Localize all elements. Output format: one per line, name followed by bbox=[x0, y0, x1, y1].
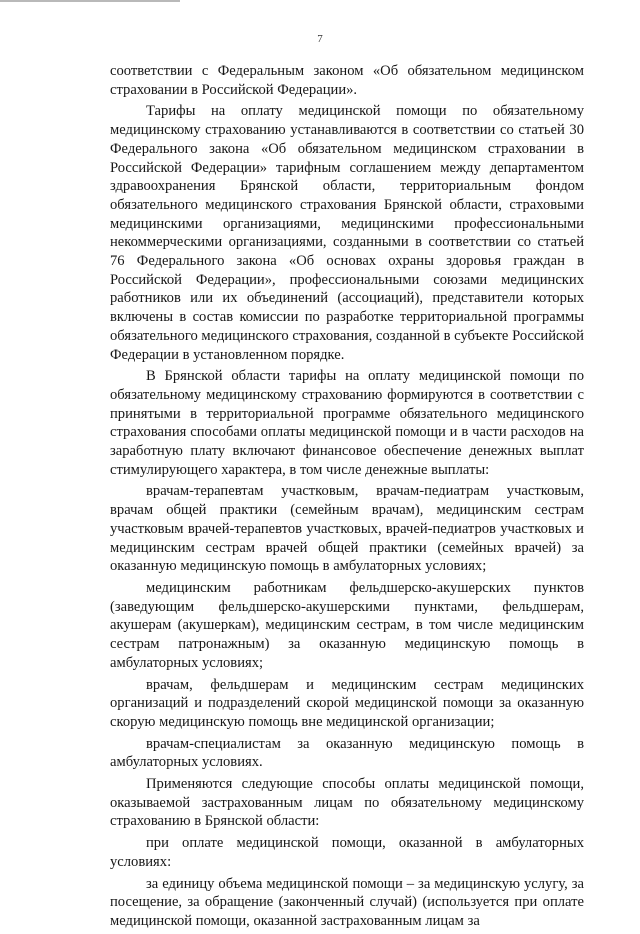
paragraph-payments-ambulance: врачам, фельдшерам и медицинским сестрам медицинских организаций и подразделений скорой медицинской помощи за оказанную скорую медицинскую помощь вне медицинской организации; bbox=[110, 676, 584, 730]
paragraph-payments-district-doctors: врачам-терапевтам участковым, врачам-педиатрам участковым, врачам общей практики (семейным врачам), медицинским сестрам участковым врачей-терапевтов участковых, врачей-педиатров участковых и медицинским сестрам врачей общей практики (семейных врачей) за оказанную медицинскую помощь в амбулаторных условиях; bbox=[110, 483, 584, 575]
paragraph-outpatient-payment: при оплате медицинской помощи, оказанной в амбулаторных условиях: bbox=[110, 835, 584, 870]
scan-edge-line bbox=[0, 0, 180, 7]
paragraph-tariffs-basis: Тарифы на оплату медицинской помощи по обязательному медицинскому страхованию устанавливаются в соответствии со статьей 30 Федерального закона «Об обязательном медицинском страховании в Российской Федерации» тарифным соглашением между департаментом здравоохранения Брянской области, территориальным фондом обязательного медицинского страхования Брянской области, страховыми медицинскими организациями, медицинскими профессиональными некоммерческими организациями, созданными в соответствии со статьей 76 Федерального закона «Об основах охраны здоровья граждан в Российской Федерации», профессиональными союзами медицинских работников или их объединений (ассоциаций), представители которых включены в состав комиссии по разработке территориальной программы обязательного медицинского страхования, созданной в субъекте Российской Федерации в установленном порядке. bbox=[110, 103, 584, 363]
page-number: 7 bbox=[317, 33, 323, 45]
paragraph-payments-specialists: врачам-специалистам за оказанную медицинскую помощь в амбулаторных условиях. bbox=[110, 735, 584, 771]
paragraph-payments-feldsher-points: медицинским работникам фельдшерско-акушерских пунктов (заведующим фельдшерско-акушерскими пунктами, фельдшерам, акушерам (акушеркам), медицинским сестрам, в том числе медицинским сестрам патронажным) за оказанную медицинскую помощь в амбулаторных условиях; bbox=[110, 579, 584, 671]
paragraph-unit-of-volume: за единицу объема медицинской помощи – за медицинскую услугу, за посещение, за обращение (законченный случай) (используется при оплате медицинской помощи, оказанной застрахованным лицам за bbox=[110, 875, 584, 929]
document-body bbox=[110, 62, 584, 934]
paragraph-payment-methods: Применяются следующие способы оплаты медицинской помощи, оказываемой застрахованным лицам по обязательному медицинскому страхованию в Брянской области: bbox=[110, 776, 584, 830]
paragraph-tariffs-formation: В Брянской области тарифы на оплату медицинской помощи по обязательному медицинскому страхованию формируются в соответствии с принятыми в территориальной программе обязательного медицинского страхования способами оплаты медицинской помощи и в части расходов на заработную плату включают финансовое обеспечение денежных выплат стимулирующего характера, в том числе денежные выплаты: bbox=[110, 368, 584, 478]
paragraph-continuation: соответствии с Федеральным законом «Об обязательном медицинском страховании в Российской Федерации». bbox=[110, 63, 584, 98]
